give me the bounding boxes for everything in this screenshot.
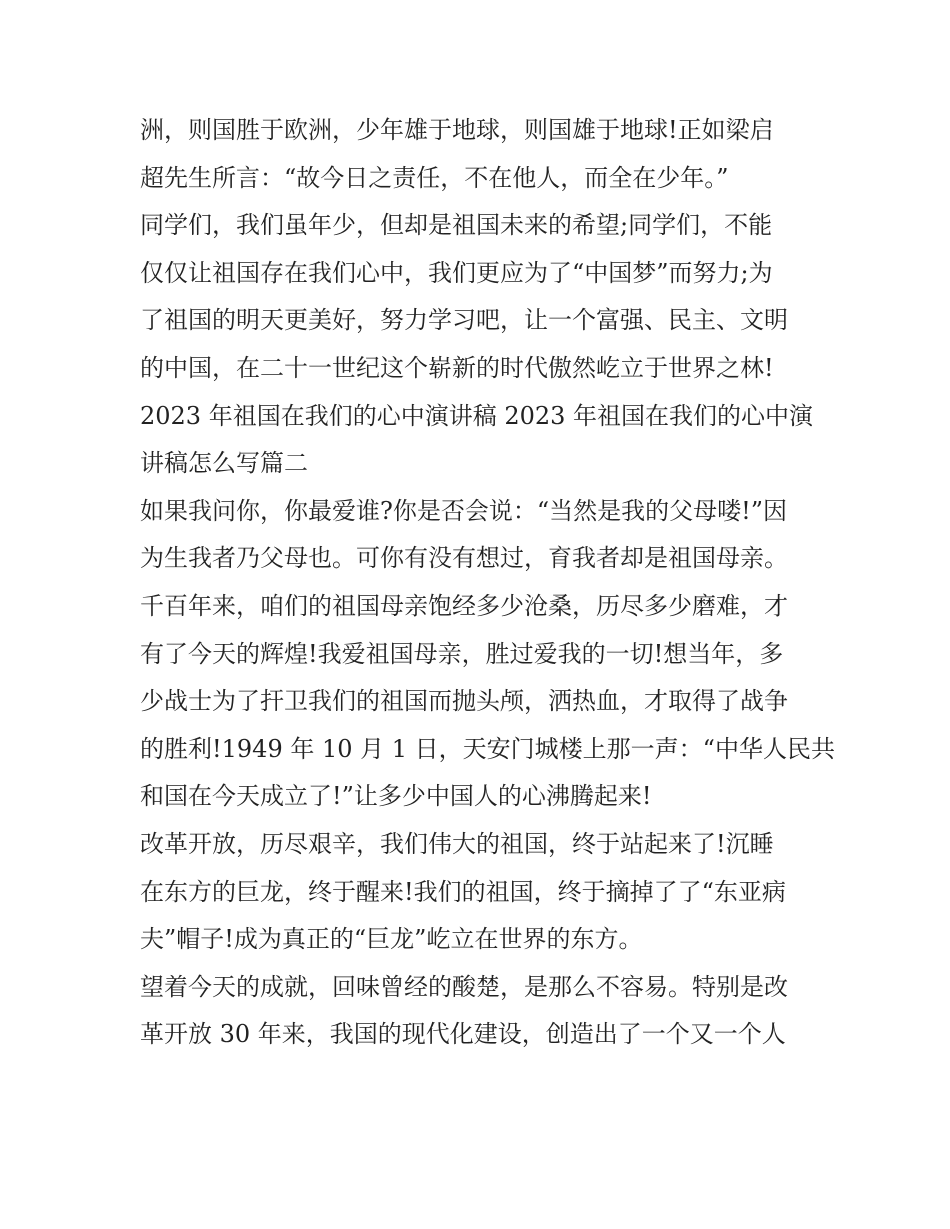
text-line: 如果我问你，你最爱谁?你是否会说：“当然是我的父母喽!”因 [140, 496, 788, 525]
text-line: 仅仅让祖国存在我们心中，我们更应为了“中国梦”而努力;为 [140, 258, 773, 287]
text-line: 和国在今天成立了!”让多少中国人的心沸腾起来! [140, 782, 652, 811]
text-line: 夫”帽子!成为真正的“巨龙”屹立在世界的东方。 [140, 925, 643, 954]
text-line: 望着今天的成就，回味曾经的酸楚，是那么不容易。特别是改 [140, 972, 788, 1001]
text-line: 为生我者乃父母也。可你有没有想过，育我者却是祖国母亲。 [140, 544, 788, 573]
text-line: 的中国，在二十一世纪这个崭新的时代傲然屹立于世界之林! [140, 353, 774, 382]
text-line: 有了今天的辉煌!我爱祖国母亲，胜过爱我的一切!想当年，多 [140, 639, 784, 668]
text-line: 洲，则国胜于欧洲，少年雄于地球，则国雄于地球!正如梁启 [140, 116, 774, 144]
text-line: 了祖国的明天更美好，努力学习吧，让一个富强、民主、文明 [140, 306, 788, 335]
text-line: 千百年来，咱们的祖国母亲饱经多少沧桑，历尽多少磨难，才 [140, 591, 788, 620]
text-line: 改革开放，历尽艰辛，我们伟大的祖国，终于站起来了!沉睡 [140, 829, 774, 858]
document-body [140, 107, 835, 1059]
text-line: 在东方的巨龙，终于醒来!我们的祖国，终于摘掉了了“东亚病 [140, 877, 786, 906]
text-line: 超先生所言：“故今日之责任，不在他人，而全在少年。” [140, 163, 729, 192]
text-line: 少战士为了扞卫我们的祖国而抛头颅，洒热血，才取得了战争 [140, 687, 788, 716]
text-line: 革开放 30 年来，我国的现代化建设，创造出了一个又一个人 [140, 1020, 786, 1049]
section-title-line: 2023 年祖国在我们的心中演讲稿 2023 年祖国在我们的心中演 [140, 401, 814, 430]
text-line: 的胜利!1949 年 10 月 1 日，天安门城楼上那一声：“中华人民共 [140, 734, 835, 763]
section-title-line: 讲稿怎么写篇二 [140, 449, 308, 478]
text-line: 同学们，我们虽年少，但却是祖国未来的希望;同学们，不能 [140, 211, 773, 240]
